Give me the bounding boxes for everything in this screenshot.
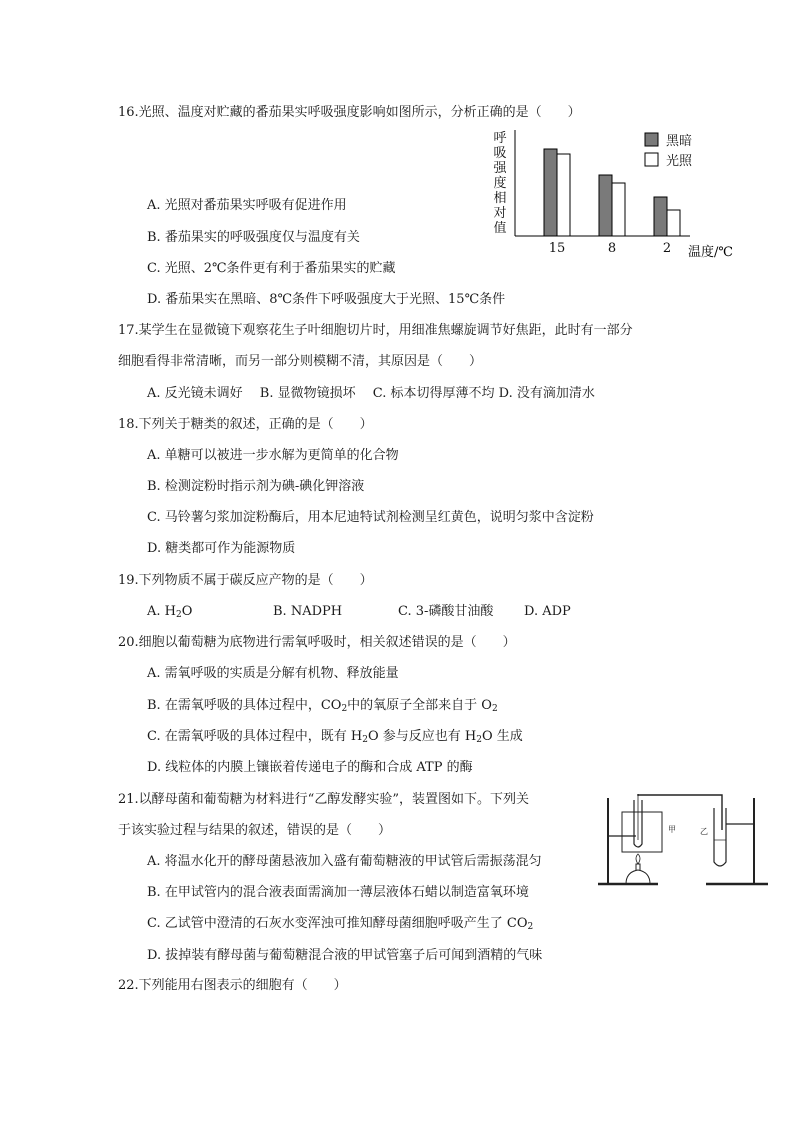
q16-option-d: D. 番茄果实在黑暗、8℃条件下呼吸强度大于光照、15℃条件 <box>147 292 506 307</box>
q18-option-b: B. 检测淀粉时指示剂为碘-碘化钾溶液 <box>147 479 365 494</box>
x-tick-label: 15 <box>548 241 566 256</box>
legend-label-光照: 光照 <box>666 154 693 169</box>
fermentation-apparatus-figure <box>596 794 772 888</box>
bar-黑暗-8 <box>599 175 612 236</box>
bar-光照-8 <box>612 183 625 236</box>
apparatus-label-jia: 甲 <box>668 825 676 834</box>
q18-option-a: A. 单糖可以被进一步水解为更简单的化合物 <box>147 448 399 463</box>
q22-stem: 22.下列能用右图表示的细胞有（ ） <box>118 978 347 993</box>
y-label-char: 值 <box>493 221 507 236</box>
q20-option-a: A. 需氧呼吸的实质是分解有机物、释放能量 <box>147 666 399 681</box>
q17-stem-line2: 细胞看得非常清晰，而另一部分则模糊不清，其原因是（ ） <box>118 354 483 369</box>
q19-option-d: D. ADP <box>524 604 571 619</box>
bar-光照-2 <box>667 210 680 236</box>
q16-option-a: A. 光照对番茄果实呼吸有促进作用 <box>147 198 347 213</box>
q19-option-c: C. 3-磷酸甘油酸 <box>398 604 494 619</box>
legend-swatch-黑暗 <box>645 133 658 146</box>
chart-x-axis-label: 温度/℃ <box>688 245 733 260</box>
apparatus-label-yi: 乙 <box>700 827 708 836</box>
respiration-bar-chart <box>488 128 748 263</box>
y-label-char: 对 <box>493 206 507 221</box>
y-label-char: 度 <box>493 176 507 191</box>
q18-option-d: D. 糖类都可作为能源物质 <box>147 541 296 556</box>
y-label-char: 相 <box>493 191 507 206</box>
x-tick-label: 8 <box>607 241 617 256</box>
legend-swatch-光照 <box>645 153 658 166</box>
q16-stem: 16.光照、温度对贮藏的番茄果实呼吸强度影响如图所示，分析正确的是（ ） <box>118 105 581 120</box>
y-label-char: 吸 <box>493 146 507 161</box>
q21-option-c: C. 乙试管中澄清的石灰水变浑浊可推知酵母菌细胞呼吸产生了 $CO_2$ <box>147 916 534 932</box>
bar-光照-15 <box>557 154 570 236</box>
q17-options: A. 反光镜未调好 B. 显微物镜损坏 C. 标本切得厚薄不均 D. 没有滴加清水 <box>147 386 595 401</box>
q21-option-b: B. 在甲试管内的混合液表面需滴加一薄层液体石蜡以制造富氧环境 <box>147 885 529 900</box>
q21-stem-line2: 于该实验过程与结果的叙述，错误的是（ ） <box>118 823 392 838</box>
legend-label-黑暗: 黑暗 <box>666 134 693 149</box>
q21-option-d: D. 拔掉装有酵母菌与葡萄糖混合液的甲试管塞子后可闻到酒精的气味 <box>147 948 543 963</box>
q19-option-a: A. $H_2O$ <box>147 604 193 620</box>
y-label-char: 呼 <box>493 131 507 146</box>
x-tick-label: 2 <box>662 241 672 256</box>
bar-黑暗-2 <box>654 197 667 236</box>
chart-y-axis-label <box>493 131 507 236</box>
q19-stem: 19.下列物质不属于碳反应产物的是（ ） <box>118 573 373 588</box>
q18-option-c: C. 马铃薯匀浆加淀粉酶后，用本尼迪特试剂检测呈红黄色，说明匀浆中含淀粉 <box>147 510 594 525</box>
q20-option-d: D. 线粒体的内膜上镶嵌着传递电子的酶和合成 ATP 的酶 <box>147 760 473 775</box>
q20-option-b: B. 在需氧呼吸的具体过程中，$CO_2$中的氧原子全部来自于 $O_2$ <box>147 698 498 714</box>
q21-option-a: A. 将温水化开的酵母菌悬液加入盛有葡萄糖液的甲试管后需振荡混匀 <box>147 854 542 869</box>
q17-stem-line1: 17.某学生在显微镜下观察花生子叶细胞切片时，用细准焦螺旋调节好焦距，此时有一部分 <box>118 323 633 338</box>
bar-黑暗-15 <box>544 149 557 236</box>
q16-option-c: C. 光照、2℃条件更有利于番茄果实的贮藏 <box>147 261 396 276</box>
q18-stem: 18.下列关于糖类的叙述，正确的是（ ） <box>118 417 373 432</box>
q16-option-b: B. 番茄果实的呼吸强度仅与温度有关 <box>147 230 360 245</box>
y-label-char: 强 <box>493 161 507 176</box>
q20-stem: 20.细胞以葡萄糖为底物进行需氧呼吸时，相关叙述错误的是（ ） <box>118 635 516 650</box>
q21-stem-line1: 21.以酵母菌和葡萄糖为材料进行“乙醇发酵实验”，装置图如下。下列关 <box>118 792 529 807</box>
q20-option-c: C. 在需氧呼吸的具体过程中，既有 $H_2O$ 参与反应也有 $H_2O$ 生成 <box>147 729 523 745</box>
q19-option-b: B. NADPH <box>273 604 343 619</box>
